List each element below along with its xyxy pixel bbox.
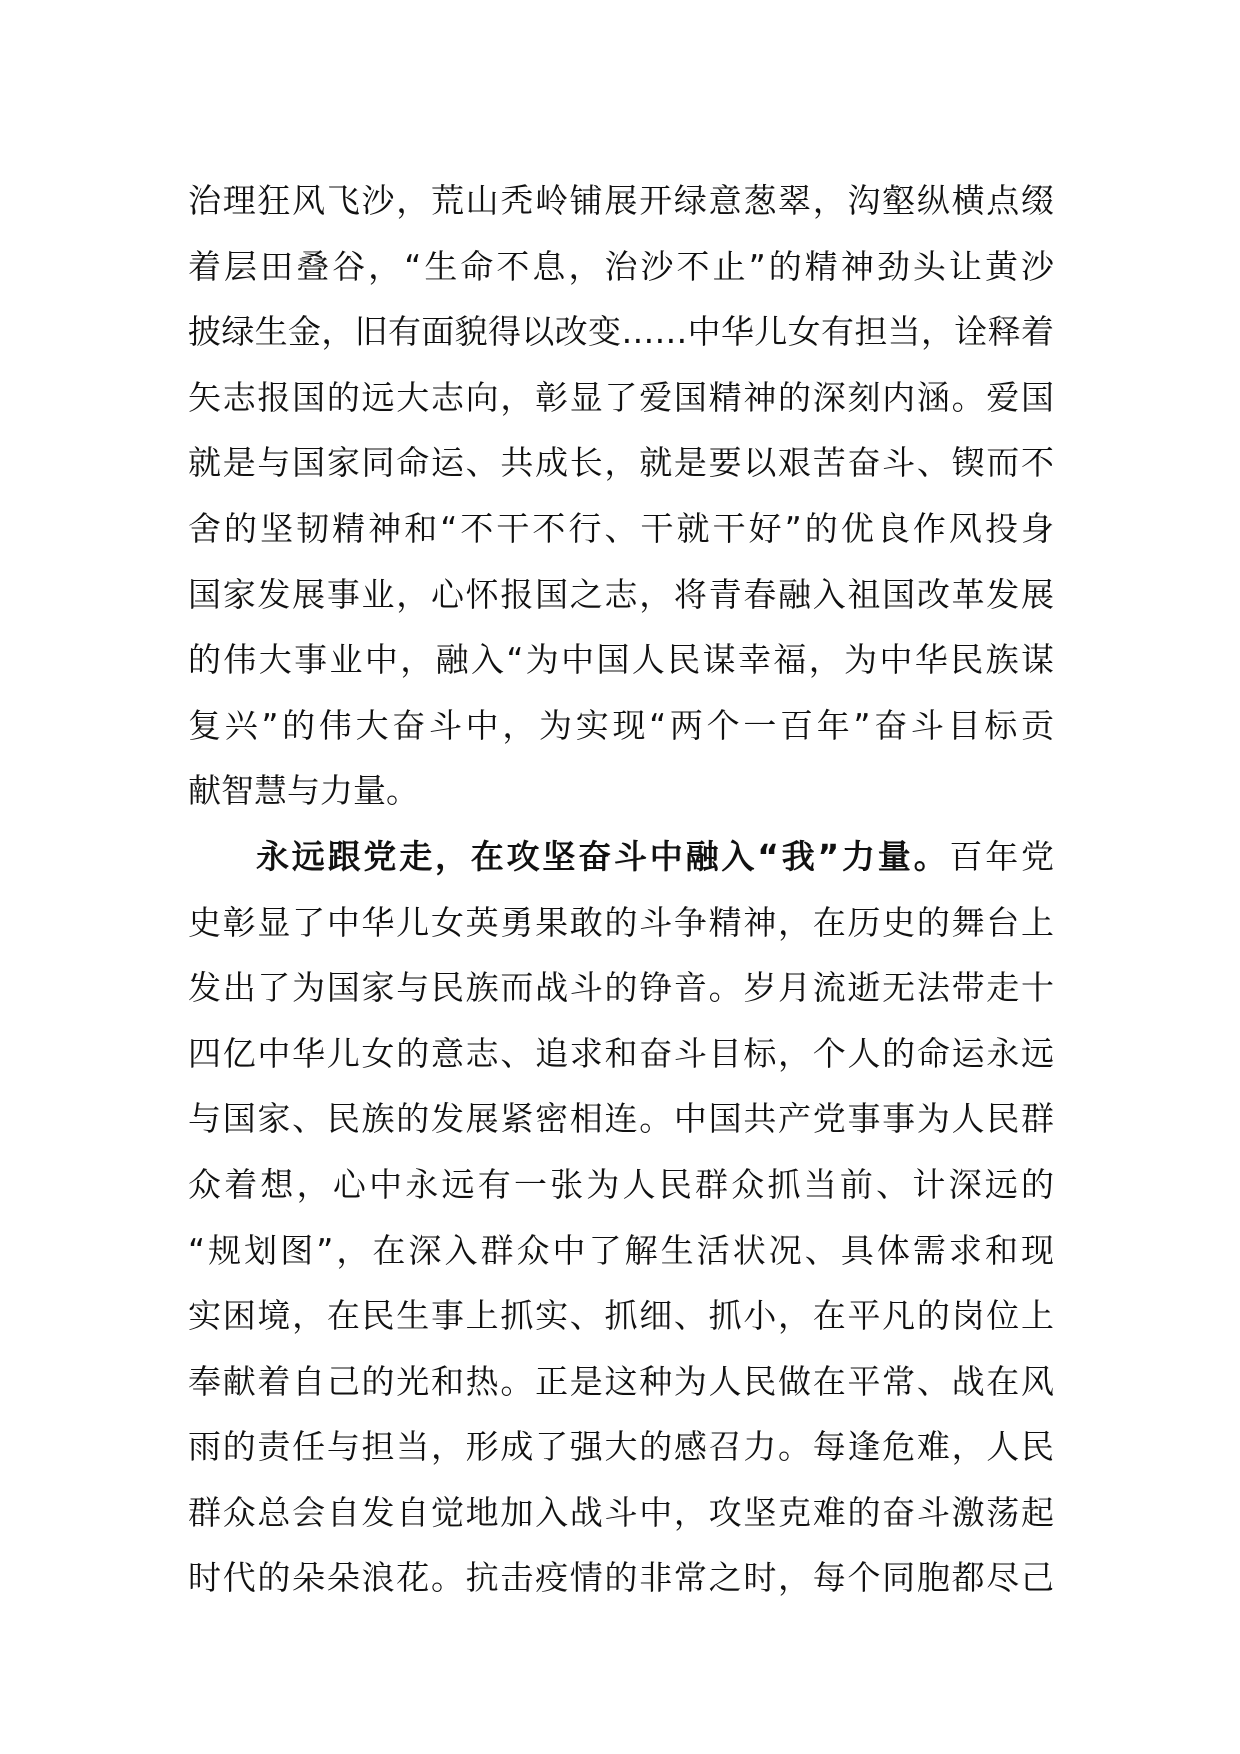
paragraph-line: “规划图”，在深入群众中了解生活状况、具体需求和现 xyxy=(188,1230,1054,1270)
document-page xyxy=(188,168,1054,1611)
paragraph-line: 国家发展事业，心怀报国之志，将青春融入祖国改革发展 xyxy=(188,574,1054,614)
paragraph-line: 雨的责任与担当，形成了强大的感召力。每逢危难，人民 xyxy=(188,1427,1054,1467)
paragraph-line: 与国家、民族的发展紧密相连。中国共产党事事为人民群 xyxy=(188,1099,1054,1139)
paragraph-line: 史彰显了中华儿女英勇果敢的斗争精神，在历史的舞台上 xyxy=(188,902,1054,942)
paragraph-line: 献智慧与力量。 xyxy=(188,771,419,811)
paragraph-line: 治理狂风飞沙，荒山秃岭铺展开绿意葱翠，沟壑纵横点缀 xyxy=(188,181,1054,220)
paragraph-line: 着层田叠谷，“生命不息，治沙不止”的精神劲头让黄沙 xyxy=(188,246,1054,286)
paragraph-first-line xyxy=(188,824,1054,890)
paragraph-text: 百年党 xyxy=(949,836,1054,876)
paragraph-line: 奉献着自己的光和热。正是这种为人民做在平常、战在风 xyxy=(188,1361,1054,1401)
paragraph-line: 时代的朵朵浪花。抗击疫情的非常之时，每个同胞都尽己 xyxy=(188,1558,1054,1598)
paragraph-line: 就是与国家同命运、共成长，就是要以艰苦奋斗、锲而不 xyxy=(188,443,1054,483)
paragraph-line: 的伟大事业中，融入“为中国人民谋幸福，为中华民族谋 xyxy=(188,640,1054,680)
paragraph-line: 实困境，在民生事上抓实、抓细、抓小，在平凡的岗位上 xyxy=(188,1296,1054,1336)
paragraph-line: 披绿生金，旧有面貌得以改变……中华儿女有担当，诠释着 xyxy=(188,312,1054,352)
paragraph-1 xyxy=(188,168,1054,824)
paragraph-line: 发出了为国家与民族而战斗的铮音。岁月流逝无法带走十 xyxy=(188,968,1054,1008)
section-heading: 永远跟党走，在攻坚奋斗中融入“我”力量。 xyxy=(256,836,950,876)
paragraph-line: 舍的坚韧精神和“不干不行、干就干好”的优良作风投身 xyxy=(188,508,1054,548)
paragraph-line: 群众总会自发自觉地加入战斗中，攻坚克难的奋斗激荡起 xyxy=(188,1492,1054,1532)
paragraph-line: 四亿中华儿女的意志、追求和奋斗目标，个人的命运永远 xyxy=(188,1033,1054,1073)
paragraph-line: 矢志报国的远大志向，彰显了爱国精神的深刻内涵。爱国 xyxy=(188,377,1054,417)
paragraph-2 xyxy=(188,824,1054,1611)
paragraph-line: 众着想，心中永远有一张为人民群众抓当前、计深远的 xyxy=(188,1164,1054,1204)
paragraph-line: 复兴”的伟大奋斗中，为实现“两个一百年”奋斗目标贡 xyxy=(188,705,1054,745)
